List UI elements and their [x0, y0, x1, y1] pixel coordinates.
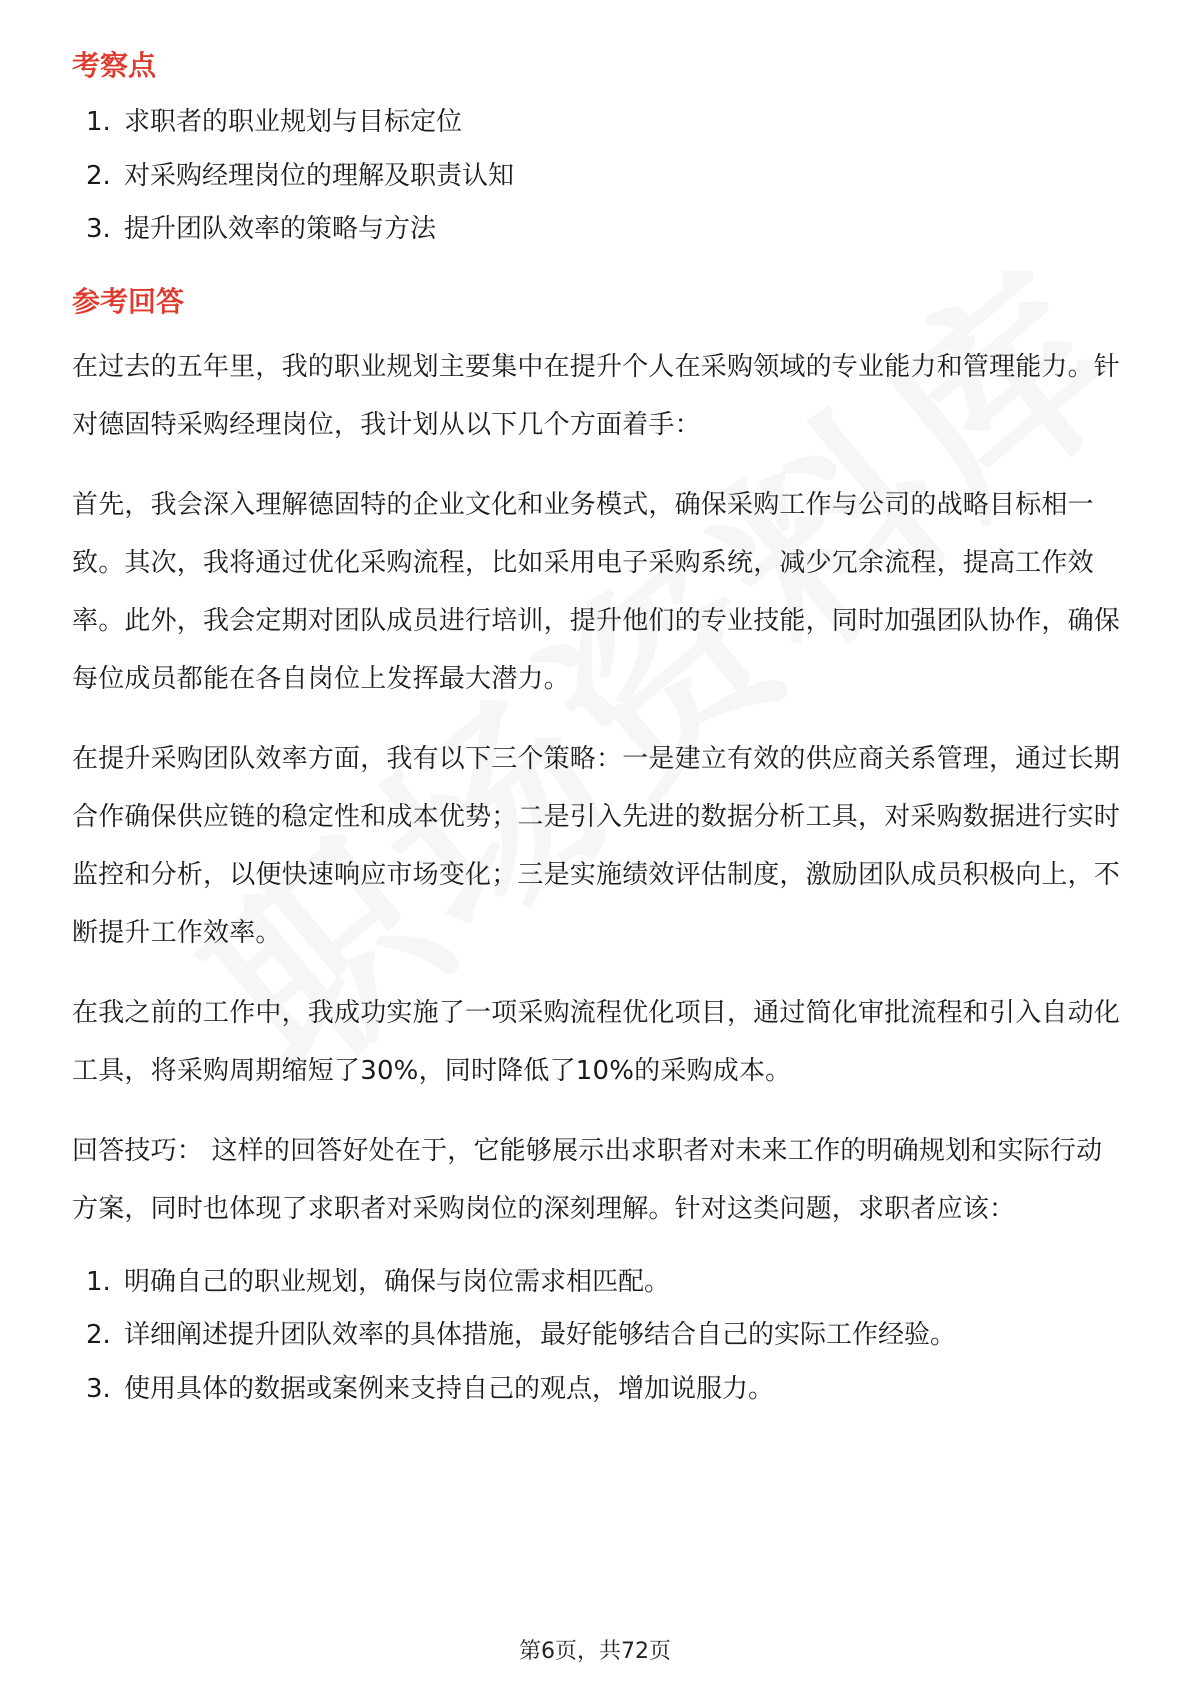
list-item	[72, 215, 1122, 244]
answer-paragraph: 在提升采购团队效率方面，我有以下三个策略：一是建立有效的供应商关系管理，通过长期合作确保供应链的稳定性和成本优势；二是引入先进的数据分析工具，对采购数据进行实时监控和分析，以便快速响应市场变化；三是实施绩效评估制度，激励团队成员积极向上，不断提升工作效率。	[72, 743, 1121, 948]
list-number: 1.	[86, 107, 111, 137]
answer-paragraph: 首先，我会深入理解德固特的企业文化和业务模式，确保采购工作与公司的战略目标相一致。其次，我将通过优化采购流程，比如采用电子采购系统，减少冗余流程，提高工作效率。此外，我会定期对团队成员进行培训，提升他们的专业技能，同时加强团队协作，确保每位成员都能在各自岗位上发挥最大潜力。	[72, 489, 1121, 694]
list-item	[72, 108, 1122, 137]
list-text: 对采购经理岗位的理解及职责认知	[124, 160, 515, 191]
answer-paragraph: 在我之前的工作中，我成功实施了一项采购流程优化项目，通过简化审批流程和引入自动化工具，将采购周期缩短了30%，同时降低了10%的采购成本。	[72, 997, 1121, 1086]
focus-list	[72, 108, 1122, 244]
list-number: 1.	[86, 1266, 111, 1297]
list-number: 3.	[86, 1373, 111, 1404]
tips-paragraph: 回答技巧： 这样的回答好处在于，它能够展示出求职者对未来工作的明确规划和实际行动方案，同时也体现了求职者对采购岗位的深刻理解。针对这类问题，求职者应该：	[72, 1135, 1103, 1224]
list-text: 明确自己的职业规划，确保与岗位需求相匹配。	[124, 1266, 671, 1297]
list-text: 求职者的职业规划与目标定位	[124, 107, 463, 137]
list-item	[72, 1321, 1122, 1350]
focus-heading: 考察点	[72, 49, 157, 82]
list-number: 2.	[86, 1320, 111, 1351]
tips-list	[72, 1268, 1122, 1404]
list-text: 详细阐述提升团队效率的具体措施，最好能够结合自己的实际工作经验。	[124, 1320, 957, 1351]
list-item	[72, 162, 1122, 191]
answer-paragraph: 在过去的五年里，我的职业规划主要集中在提升个人在采购领域的专业能力和管理能力。针对德固特采购经理岗位，我计划从以下几个方面着手：	[72, 351, 1121, 440]
list-number: 2.	[86, 160, 111, 191]
page-number: 第6页，共72页	[519, 1639, 671, 1664]
list-text: 使用具体的数据或案例来支持自己的观点，增加说服力。	[124, 1373, 775, 1404]
answer-heading: 参考回答	[72, 284, 185, 318]
list-item	[72, 1375, 1122, 1404]
list-number: 3.	[86, 214, 111, 245]
list-item	[72, 1268, 1122, 1297]
page-content	[72, 40, 1122, 1404]
list-text: 提升团队效率的策略与方法	[124, 214, 437, 245]
